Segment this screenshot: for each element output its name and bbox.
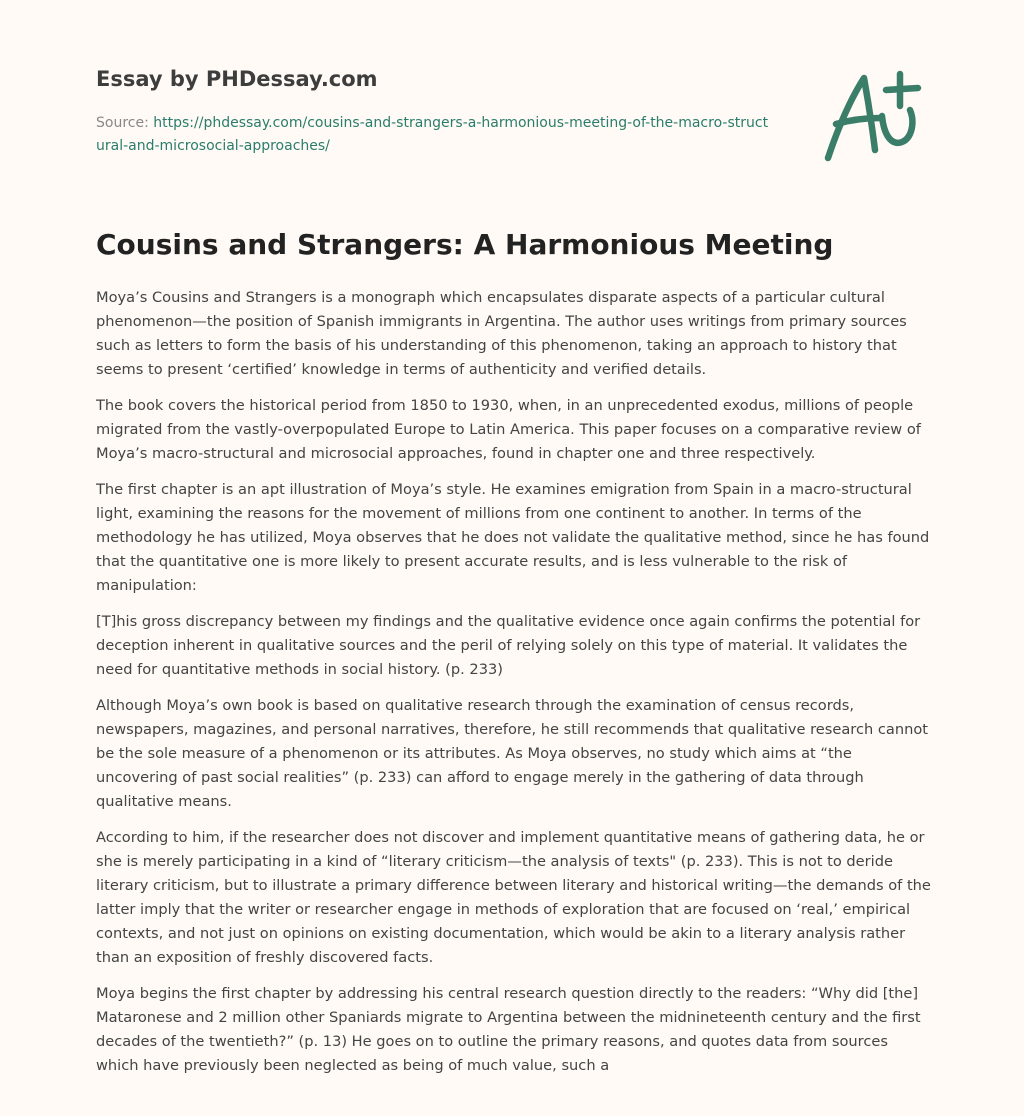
source-link[interactable]: https://phdessay.com/cousins-and-strangers-a-harmonious-meeting-of-the-macro-structural-and-microsocial-approaches/ <box>96 115 769 154</box>
paragraph: The book covers the historical period from 1850 to 1930, when, in an unprecedented exodus, millions of people migrated from the vastly-overpopulated Europe to Latin America. This paper focuses on a comparative review of Moya’s macro-structural and microsocial approaches, found in chapter one and three respectively. <box>96 397 921 462</box>
source-label: Source: <box>96 115 149 131</box>
site-title: Essay by PHDessay.com <box>96 67 378 91</box>
block-quote: [T]his gross discrepancy between my findings and the qualitative evidence once again confirms the potential for deception inherent in qualitative sources and the peril of relying solely on this type of material. It validates the need for quantitative methods in social history. (p. 233) <box>96 613 921 678</box>
a-plus-grade-icon <box>820 66 932 166</box>
essay-body <box>96 286 932 1116</box>
essay-page <box>96 0 932 1116</box>
paragraph: Moya begins the first chapter by addressing his central research question directly to the readers: “Why did [the] Mataronese and 2 million other Spaniards migrate to Argentina between the midnineteenth century and the first decades of the twentieth?” (p. 13) He goes on to outline the primary reasons, and quotes data from sources which have previously been neglected as being of much value, such a <box>96 985 921 1074</box>
paragraph: Although Moya’s own book is based on qualitative research through the examination of census records, newspapers, magazines, and personal narratives, therefore, he still recommends that qualitative research cannot be the sole measure of a phenomenon or its attributes. As Moya observes, no study which aims at “the uncovering of past social realities” (p. 233) can afford to engage merely in the gathering of data through qualitative means. <box>96 697 928 810</box>
essay-title: Cousins and Strangers: A Harmonious Meeting <box>96 228 834 261</box>
source-line <box>96 112 776 158</box>
paragraph: The first chapter is an apt illustration of Moya’s style. He examines emigration from Spain in a macro-structural light, examining the reasons for the movement of millions from one continent to another. In terms of the methodology he has utilized, Moya observes that he does not validate the qualitative method, since he has found that the quantitative one is more likely to present accurate results, and is less vulnerable to the risk of manipulation: <box>96 481 930 594</box>
paragraph: Moya’s Cousins and Strangers is a monograph which encapsulates disparate aspects of a particular cultural phenomenon—the position of Spanish immigrants in Argentina. The author uses writings from primary sources such as letters to form the basis of his understanding of this phenomenon, taking an approach to history that seems to present ‘certified’ knowledge in terms of authenticity and verified details. <box>96 289 907 378</box>
paragraph: According to him, if the researcher does not discover and implement quantitative means of gathering data, he or she is merely participating in a kind of “literary criticism—the analysis of texts" (p. 233). This is not to deride literary criticism, but to illustrate a primary difference between literary and historical writing—the demands of the latter imply that the writer or researcher engage in methods of exploration that are focused on ‘real,’ empirical contexts, and not just on opinions on existing documentation, which would be akin to a literary analysis rather than an exposition of freshly discovered facts. <box>96 829 931 966</box>
